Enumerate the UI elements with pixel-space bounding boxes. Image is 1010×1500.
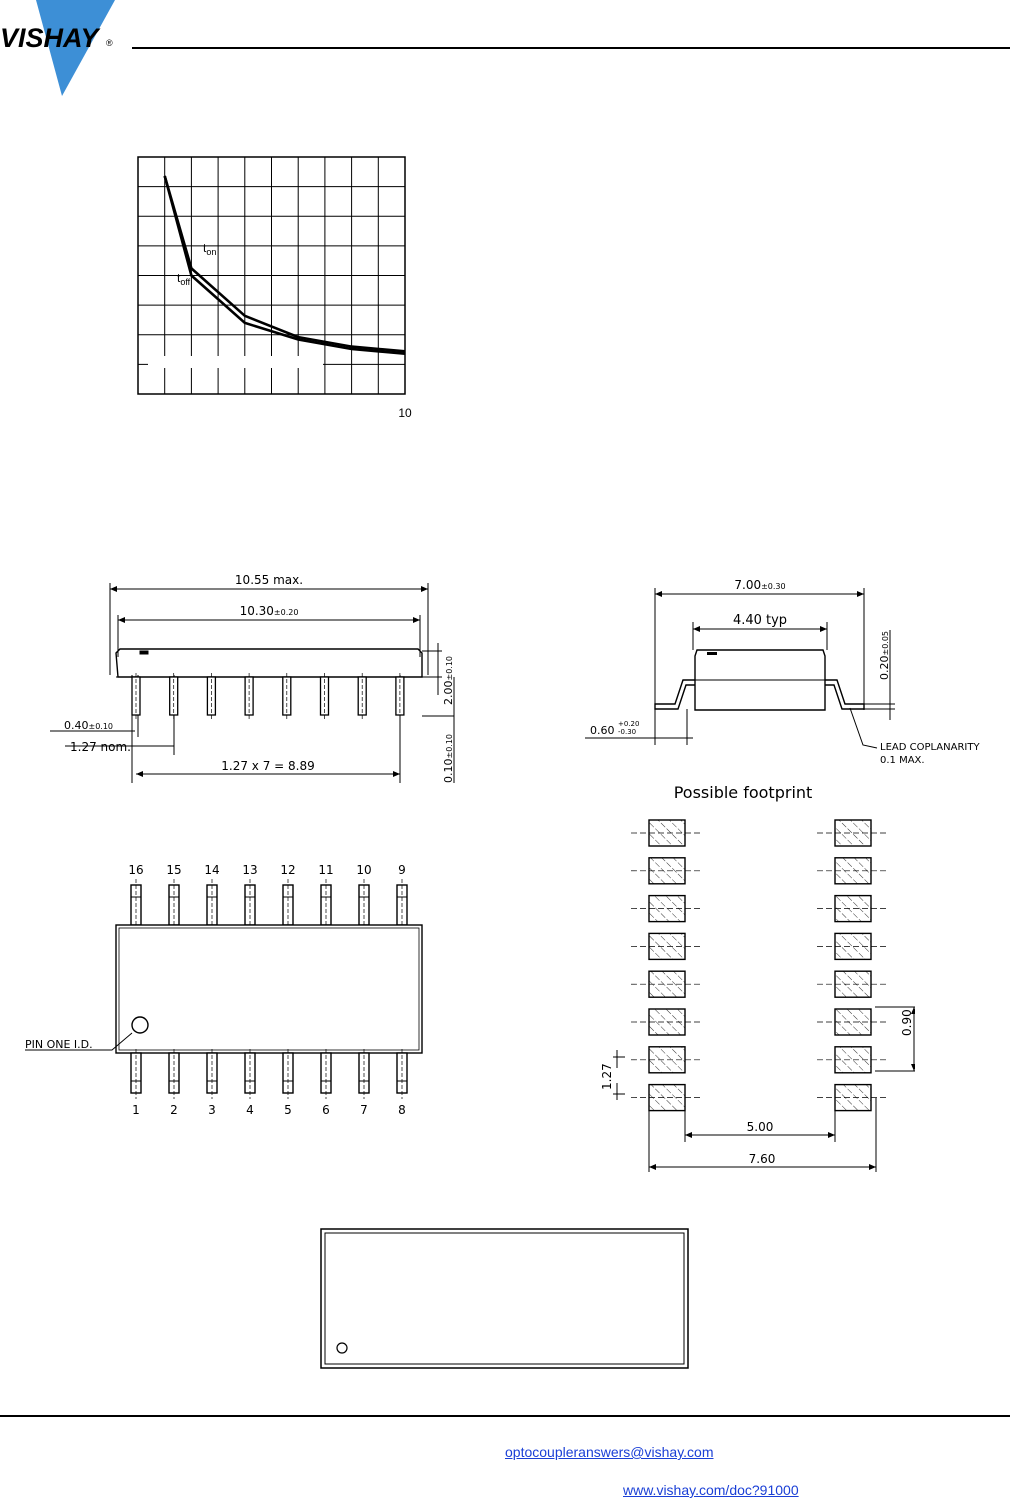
website-link[interactable]: www.vishay.com/doc?91000 xyxy=(623,1482,799,1498)
pin-number-top: 10 xyxy=(356,863,372,877)
support-email-link[interactable]: optocoupleranswers@vishay.com xyxy=(505,1444,714,1460)
top-view-drawing xyxy=(20,855,450,1125)
pin-one-label: PIN ONE I.D. xyxy=(25,1038,93,1051)
chart-label-mask xyxy=(148,356,323,368)
lead-width-label: 0.40±0.10 xyxy=(64,719,114,732)
pin-number-top: 16 xyxy=(128,863,144,877)
end-view-drawing xyxy=(585,570,1010,775)
pin-number-top: 11 xyxy=(318,863,334,877)
pin-number-top: 9 xyxy=(398,863,406,877)
pin-number-top: 12 xyxy=(280,863,296,877)
pad-width-label: 0.90 xyxy=(900,1009,914,1036)
pin-number-bottom: 3 xyxy=(208,1103,216,1117)
inner-span-label: 5.00 xyxy=(746,1120,774,1134)
lead-length-tol-plus: +0.20 xyxy=(618,720,640,728)
body-width-label: 4.40 typ xyxy=(732,613,788,628)
pin-number-bottom: 4 xyxy=(246,1103,254,1117)
pin-number-bottom: 1 xyxy=(132,1103,140,1117)
side-view-drawing xyxy=(50,565,480,790)
vishay-logo xyxy=(0,0,125,96)
footprint-drawing xyxy=(595,780,915,1175)
pin-number-bottom: 8 xyxy=(398,1103,406,1117)
pin-number-bottom: 7 xyxy=(360,1103,368,1117)
header-rule xyxy=(132,47,1010,49)
pin-number-bottom: 5 xyxy=(284,1103,292,1117)
pin-number-top: 14 xyxy=(204,863,220,877)
standoff-label: 0.10±0.10 xyxy=(442,733,455,783)
lead-length-label: 0.60 xyxy=(590,724,615,737)
marking-box xyxy=(320,1228,690,1370)
lead-thickness-label: 0.20±0.05 xyxy=(878,630,891,680)
footprint-title: Possible footprint xyxy=(673,783,813,802)
span-label: 1.27 x 7 = 8.89 xyxy=(221,759,315,773)
registered-mark: ® xyxy=(106,38,113,48)
height-label: 2.00±0.10 xyxy=(442,655,455,705)
coplanarity-value: 0.1 MAX. xyxy=(880,755,925,766)
brand-name: VISHAY xyxy=(0,23,99,53)
coplanarity-label: LEAD COPLANARITY xyxy=(880,742,980,753)
body-length-label: 10.30±0.20 xyxy=(239,604,299,618)
toff-label: $t_{off}$ xyxy=(177,271,191,287)
footer-rule xyxy=(0,1415,1010,1417)
max-length-label: 10.55 max. xyxy=(234,573,304,587)
lead-length-tol-minus: -0.30 xyxy=(618,728,637,736)
pitch-label: 1.27 nom. xyxy=(70,740,131,754)
outer-span-label: 7.60 xyxy=(748,1152,776,1166)
ton-label: $t_{on}$ xyxy=(203,241,217,257)
pin-number-bottom: 2 xyxy=(170,1103,178,1117)
width-label: 7.00±0.30 xyxy=(734,578,786,592)
pin-number-bottom: 6 xyxy=(322,1103,330,1117)
pin-number-top: 15 xyxy=(166,863,182,877)
switching-time-chart xyxy=(130,150,420,425)
pin-number-top: 13 xyxy=(242,863,258,877)
x-tick-label: 10 xyxy=(398,406,412,420)
footprint-pitch-label: 1.27 xyxy=(600,1063,614,1090)
package-body xyxy=(116,925,422,1053)
